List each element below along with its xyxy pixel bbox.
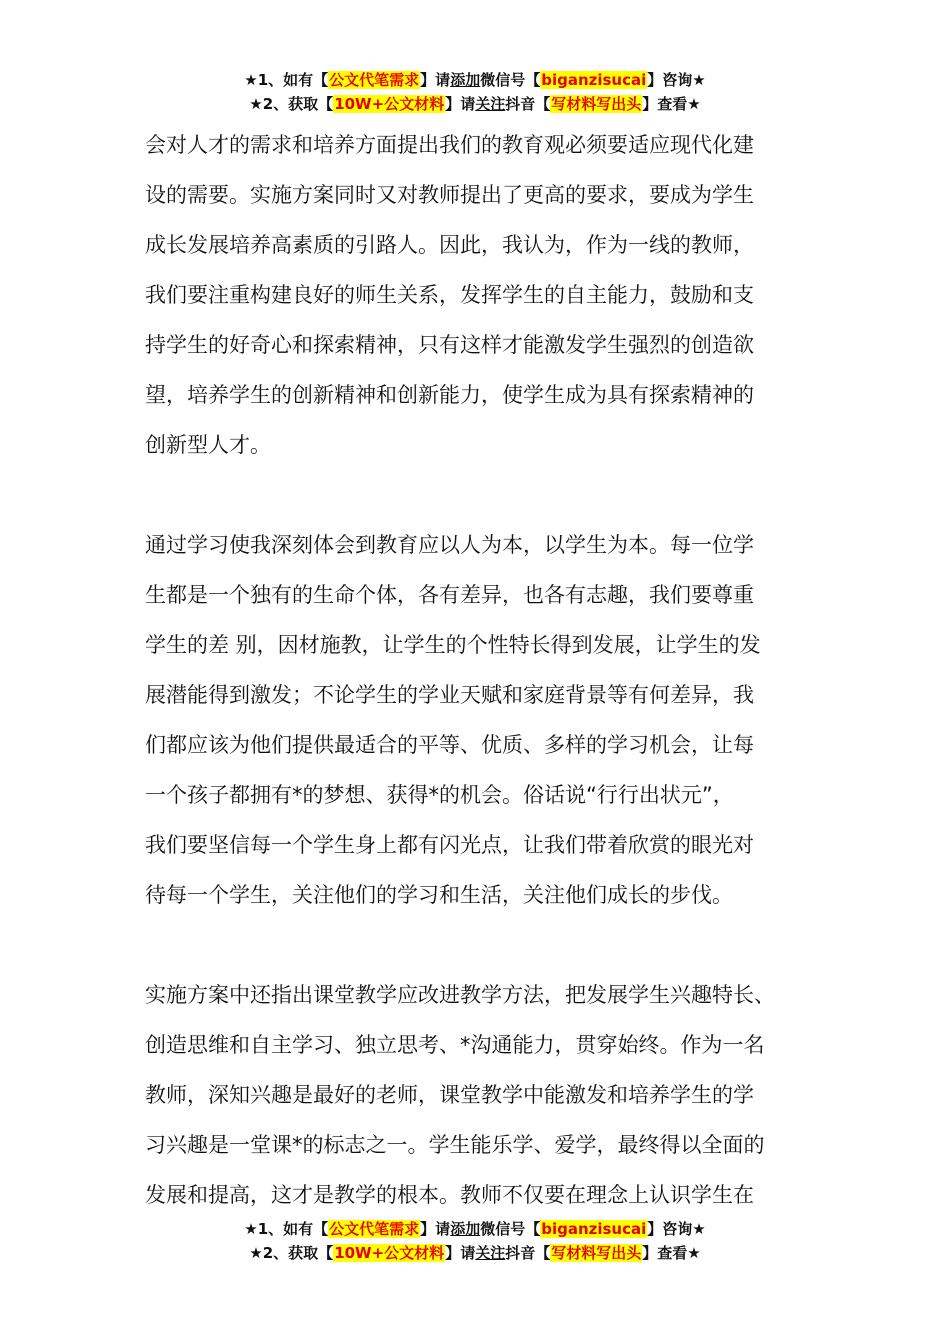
banner-text: 抖音【 <box>505 1244 551 1262</box>
banner-emphasis: 关注 <box>475 95 506 113</box>
banner-highlight: 10W+公文材料 <box>334 1244 445 1262</box>
banner-text: 】查看★ <box>642 95 701 113</box>
text-line: 学生的差 别，因材施教，让学生的个性特长得到发展，让学生的发 <box>145 633 761 657</box>
banner-text: 】请 <box>420 71 451 89</box>
banner-text: ★1、如有【 <box>244 1220 329 1238</box>
banner-highlight: 写材料写出头 <box>551 1244 642 1262</box>
text-line: 待每一个学生，关注他们的学习和生活，关注他们成长的步伐。 <box>145 883 733 907</box>
banner-highlight: 公文代笔需求 <box>329 1220 420 1238</box>
banner-text: 微信号【 <box>480 71 541 89</box>
paragraph-3 <box>145 970 815 1220</box>
banner-text: 抖音【 <box>505 95 551 113</box>
text-line: 生都是一个独有的生命个体，各有差异，也各有志趣，我们要尊重 <box>145 583 754 607</box>
text-line: 我们要坚信每一个学生身上都有闪光点，让我们带着欣赏的眼光对 <box>145 833 754 857</box>
text-line: 们都应该为他们提供最适合的平等、优质、多样的学习机会，让每 <box>145 733 754 757</box>
banner-text: 】咨询★ <box>647 71 706 89</box>
text-line: 会对人才的需求和培养方面提出我们的教育观必须要适应现代化建 <box>145 133 754 157</box>
banner-text: 】请 <box>420 1220 451 1238</box>
banner-highlight: biganzisucai <box>541 1220 647 1238</box>
text-line: 通过学习使我深刻体会到教育应以人为本，以学生为本。每一位学 <box>145 533 754 557</box>
text-line: 望，培养学生的创新精神和创新能力，使学生成为具有探索精神的 <box>145 383 754 407</box>
text-line: 我们要注重构建良好的师生关系，发挥学生的自主能力，鼓励和支 <box>145 283 754 307</box>
banner-emphasis: 添加 <box>450 1220 481 1238</box>
text-line: 发展和提高，这才是教学的根本。教师不仅要在理念上认识学生在 <box>145 1183 754 1207</box>
paragraph-1 <box>145 120 815 470</box>
banner-text: 】咨询★ <box>647 1220 706 1238</box>
banner-line-2 <box>0 1241 950 1265</box>
text-line: 创造思维和自主学习、独立思考、*沟通能力，贯穿始终。作为一名 <box>145 1033 765 1057</box>
banner-emphasis: 关注 <box>475 1244 506 1262</box>
text-line: 一个孩子都拥有*的梦想、获得*的机会。俗话说“行行出状元”， <box>145 783 734 807</box>
banner-highlight: 公文代笔需求 <box>329 71 420 89</box>
text-line: 习兴趣是一堂课*的标志之一。学生能乐学、爱学，最终得以全面的 <box>145 1133 765 1157</box>
banner-text: 微信号【 <box>480 1220 541 1238</box>
banner-text: 】请 <box>445 95 476 113</box>
text-line: 设的需要。实施方案同时又对教师提出了更高的要求，要成为学生 <box>145 183 754 207</box>
banner-emphasis: 添加 <box>450 71 481 89</box>
text-line: 成长发展培养高素质的引路人。因此，我认为，作为一线的教师， <box>145 233 754 257</box>
banner-line-2 <box>0 92 950 116</box>
banner-line-1 <box>0 1217 950 1241</box>
banner-line-1 <box>0 68 950 92</box>
banner-text: ★2、获取【 <box>249 1244 334 1262</box>
banner-text: 】查看★ <box>642 1244 701 1262</box>
banner-highlight: 写材料写出头 <box>551 95 642 113</box>
header-banner <box>0 68 950 116</box>
banner-highlight: 10W+公文材料 <box>334 95 445 113</box>
banner-text: 】请 <box>445 1244 476 1262</box>
text-line: 持学生的好奇心和探索精神，只有这样才能激发学生强烈的创造欲 <box>145 333 754 357</box>
text-line: 创新型人才。 <box>145 433 271 457</box>
paragraph-2 <box>145 520 815 920</box>
footer-banner <box>0 1217 950 1265</box>
banner-text: ★1、如有【 <box>244 71 329 89</box>
text-line: 展潜能得到激发；不论学生的学业天赋和家庭背景等有何差异，我 <box>145 683 754 707</box>
banner-highlight: biganzisucai <box>541 71 647 89</box>
document-body <box>145 120 815 1220</box>
banner-text: ★2、获取【 <box>249 95 334 113</box>
text-line: 实施方案中还指出课堂教学应改进教学方法，把发展学生兴趣特长、 <box>145 983 775 1007</box>
text-line: 教师，深知兴趣是最好的老师，课堂教学中能激发和培养学生的学 <box>145 1083 754 1107</box>
